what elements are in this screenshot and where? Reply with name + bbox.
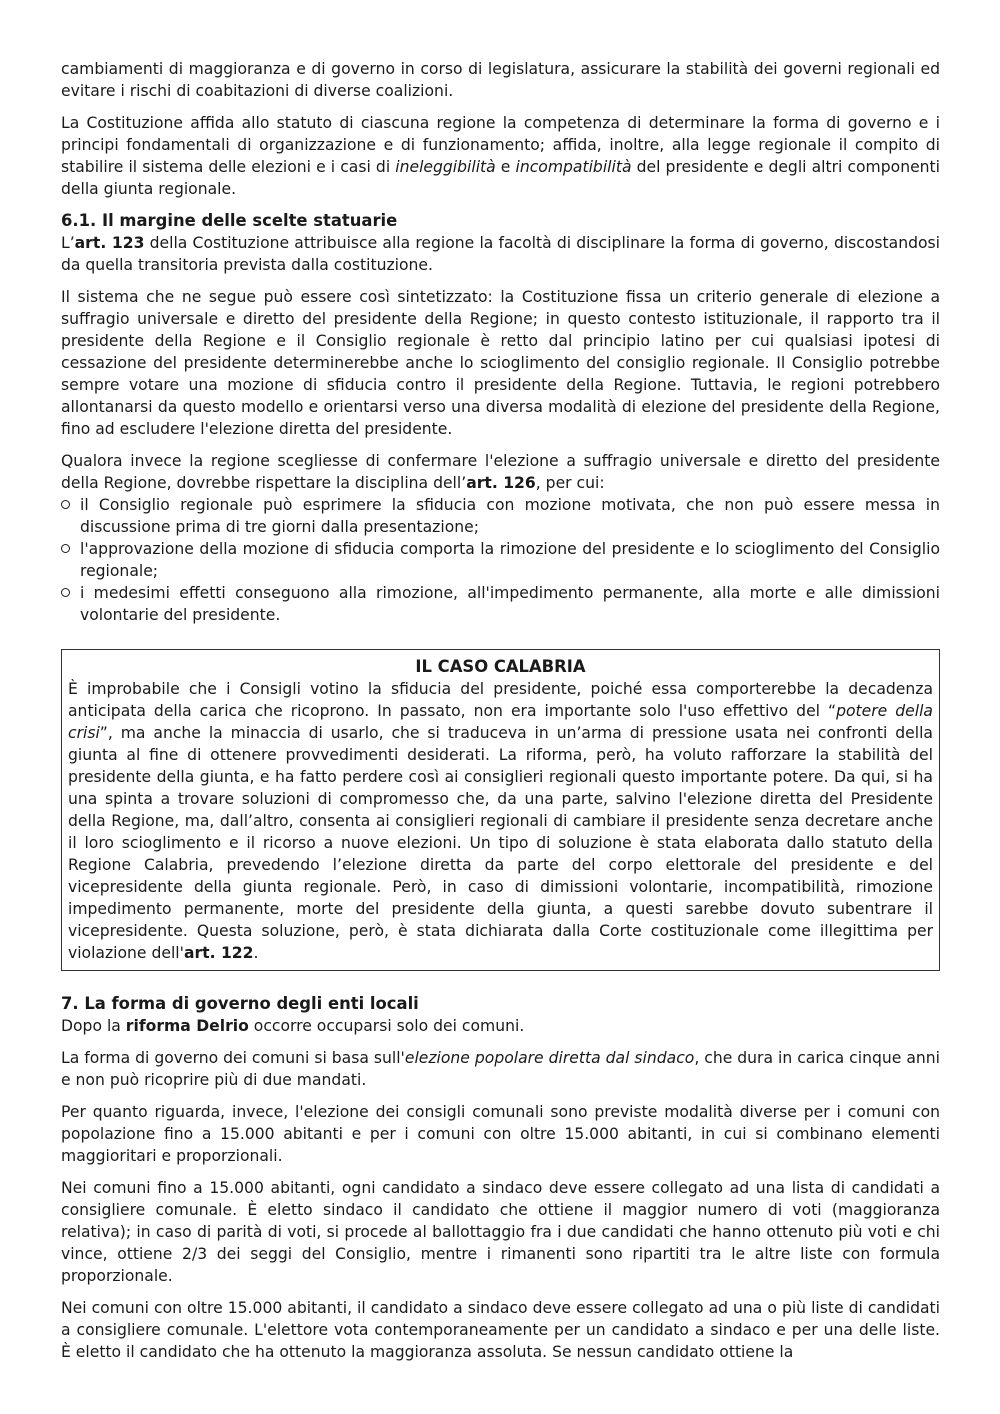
circle-bullet-icon bbox=[61, 588, 70, 597]
intro-paragraph-1: cambiamenti di maggioranza e di governo in corso di legislatura, assicurare la stabilità dei governi regionali ed evitare i rischi di coabitazioni di diverse coalizioni. bbox=[61, 60, 940, 100]
calabria-case-box bbox=[61, 649, 940, 971]
section-7-heading: 7. La forma di governo degli enti locali bbox=[61, 994, 419, 1013]
list-item: i medesimi effetti conseguono alla rimozione, all'impedimento permanente, alla morte e alle dimissioni volontarie del presidente. bbox=[61, 582, 940, 626]
ineleggibilita-term: ineleggibilità bbox=[395, 158, 496, 176]
section-6-1-paragraph-1: L’art. 123 della Costituzione attribuisce alla regione la facoltà di disciplinare la forma di governo, discostandosi da quella transitoria prevista dalla costituzione. bbox=[61, 234, 940, 274]
section-7-paragraph-5: Nei comuni con oltre 15.000 abitanti, il candidato a sindaco deve essere collegato ad una o più liste di candidati a consigliere comunale. L'elettore vota contemporaneamente per un candidato a sindaco e per una delle liste. È eletto il candidato che ha ottenuto la maggioranza assoluta. Se nessun candidato ottiene la bbox=[61, 1299, 940, 1361]
potere-della-crisi-term: potere della crisi bbox=[68, 702, 933, 742]
intro-paragraph-2: La Costituzione affida allo statuto di ciascuna regione la competenza di determinare la forma di governo e i principi fondamentali di organizzazione e di funzionamento; affida, inoltre, alla legge regionale il compito di stabilire il sistema delle elezioni e i casi di ineleggibilità e incompatibilità del presidente e degli altri componenti della giunta regionale. bbox=[61, 114, 940, 198]
art-123-ref: art. 123 bbox=[74, 234, 145, 252]
list-item: l'approvazione della mozione di sfiducia comporta la rimozione del presidente e lo scioglimento del Consiglio regionale; bbox=[61, 538, 940, 582]
calabria-case-text: È improbabile che i Consigli votino la sfiducia del presidente, poiché essa comporterebbe la decadenza anticipata della carica che ricoprono. In passato, non era importante solo l'uso effettivo del “potere della crisi”, ma anche la minaccia di usarlo, che si traduceva in un’arma di pressione usata nei confronti della giunta al fine di ottenere provvedimenti desiderati. La riforma, però, ha voluto rafforzare la stabilità del presidente della giunta, e ha fatto perdere così ai consiglieri regionali questo importante potere. Da qui, si ha una spinta a trovare soluzioni di compromesso che, da una parte, salvino l'elezione diretta del Presidente della Regione, ma, dall’altro, consenta ai consiglieri regionali di cambiare il presidente senza decretare anche il loro scioglimento e il ricorso a nuove elezioni. Un tipo di soluzione è stata elaborata dallo statuto della Regione Calabria, prevedendo l’elezione diretta da parte del corpo elettorale del presidente e del vicepresidente della giunta regionale. Però, in caso di dimissioni volontarie, incompatibilità, rimozione impedimento permanente, morte del presidente della giunta, a questi sarebbe dovuto subentrare il vicepresidente. Questa soluzione, però, è stata dichiarata dalla Corte costituzionale come illegittima per violazione dell'art. 122. bbox=[68, 680, 933, 962]
incompatibilita-term: incompatibilità bbox=[515, 158, 632, 176]
calabria-case-title: IL CASO CALABRIA bbox=[415, 657, 586, 676]
section-7-paragraph-4: Nei comuni fino a 15.000 abitanti, ogni candidato a sindaco deve essere collegato ad una lista di candidati a consigliere comunale. È eletto sindaco il candidato che ottiene il maggior numero di voti (maggioranza relativa); in caso di parità di voti, si procede al ballottaggio fra i due candidati che hanno ottenuto più voti e chi vince, ottiene 2/3 dei seggi del Consiglio, mentre i rimanenti sono ripartiti tra le altre liste con formula proporzionale. bbox=[61, 1179, 940, 1285]
art-126-ref: art. 126 bbox=[466, 474, 536, 492]
section-6-1-paragraph-2: Il sistema che ne segue può essere così sintetizzato: la Costituzione fissa un criterio generale di elezione a suffragio universale e diretto del presidente della Regione; in questo contesto istituzionale, il rapporto tra il presidente della Regione e il Consiglio regionale è retto dal principio latino per cui qualsiasi ipotesi di cessazione del presidente determinerebbe anche lo scioglimento del consiglio regionale. Il Consiglio potrebbe sempre votare una mozione di sfiducia contro il presidente della Regione. Tuttavia, le regioni potrebbero allontanarsi da questo modello e orientarsi verso una diversa modalità di elezione del presidente della Regione, fino ad escludere l'elezione diretta del presidente. bbox=[61, 288, 940, 438]
list-item: il Consiglio regionale può esprimere la sfiducia con mozione motivata, che non può essere messa in discussione prima di tre giorni dalla presentazione; bbox=[61, 494, 940, 538]
section-6-1-heading: 6.1. Il margine delle scelte statuarie bbox=[61, 211, 398, 230]
art-122-ref: art. 122 bbox=[183, 944, 254, 962]
section-7-paragraph-3: Per quanto riguarda, invece, l'elezione dei consigli comunali sono previste modalità diverse per i comuni con popolazione fino a 15.000 abitanti e per i comuni con oltre 15.000 abitanti, in cui si combinano elementi maggioritari e proporzionali. bbox=[61, 1103, 940, 1165]
section-7-paragraph-1: Dopo la riforma Delrio occorre occuparsi solo dei comuni. bbox=[61, 1017, 525, 1035]
section-7-paragraph-2: La forma di governo dei comuni si basa sull'elezione popolare diretta dal sindaco, che dura in carica cinque anni e non può ricoprire più di due mandati. bbox=[61, 1049, 940, 1089]
circle-bullet-icon bbox=[61, 500, 70, 509]
section-6-1-paragraph-3: Qualora invece la regione scegliesse di confermare l'elezione a suffragio universale e diretto del presidente della Regione, dovrebbe rispettare la disciplina dell’art. 126, per cui: bbox=[61, 452, 940, 492]
art-126-bullet-list bbox=[61, 494, 940, 626]
riforma-delrio-ref: riforma Delrio bbox=[125, 1017, 249, 1035]
elezione-popolare-term: elezione popolare diretta dal sindaco bbox=[404, 1049, 695, 1067]
circle-bullet-icon bbox=[61, 544, 70, 553]
